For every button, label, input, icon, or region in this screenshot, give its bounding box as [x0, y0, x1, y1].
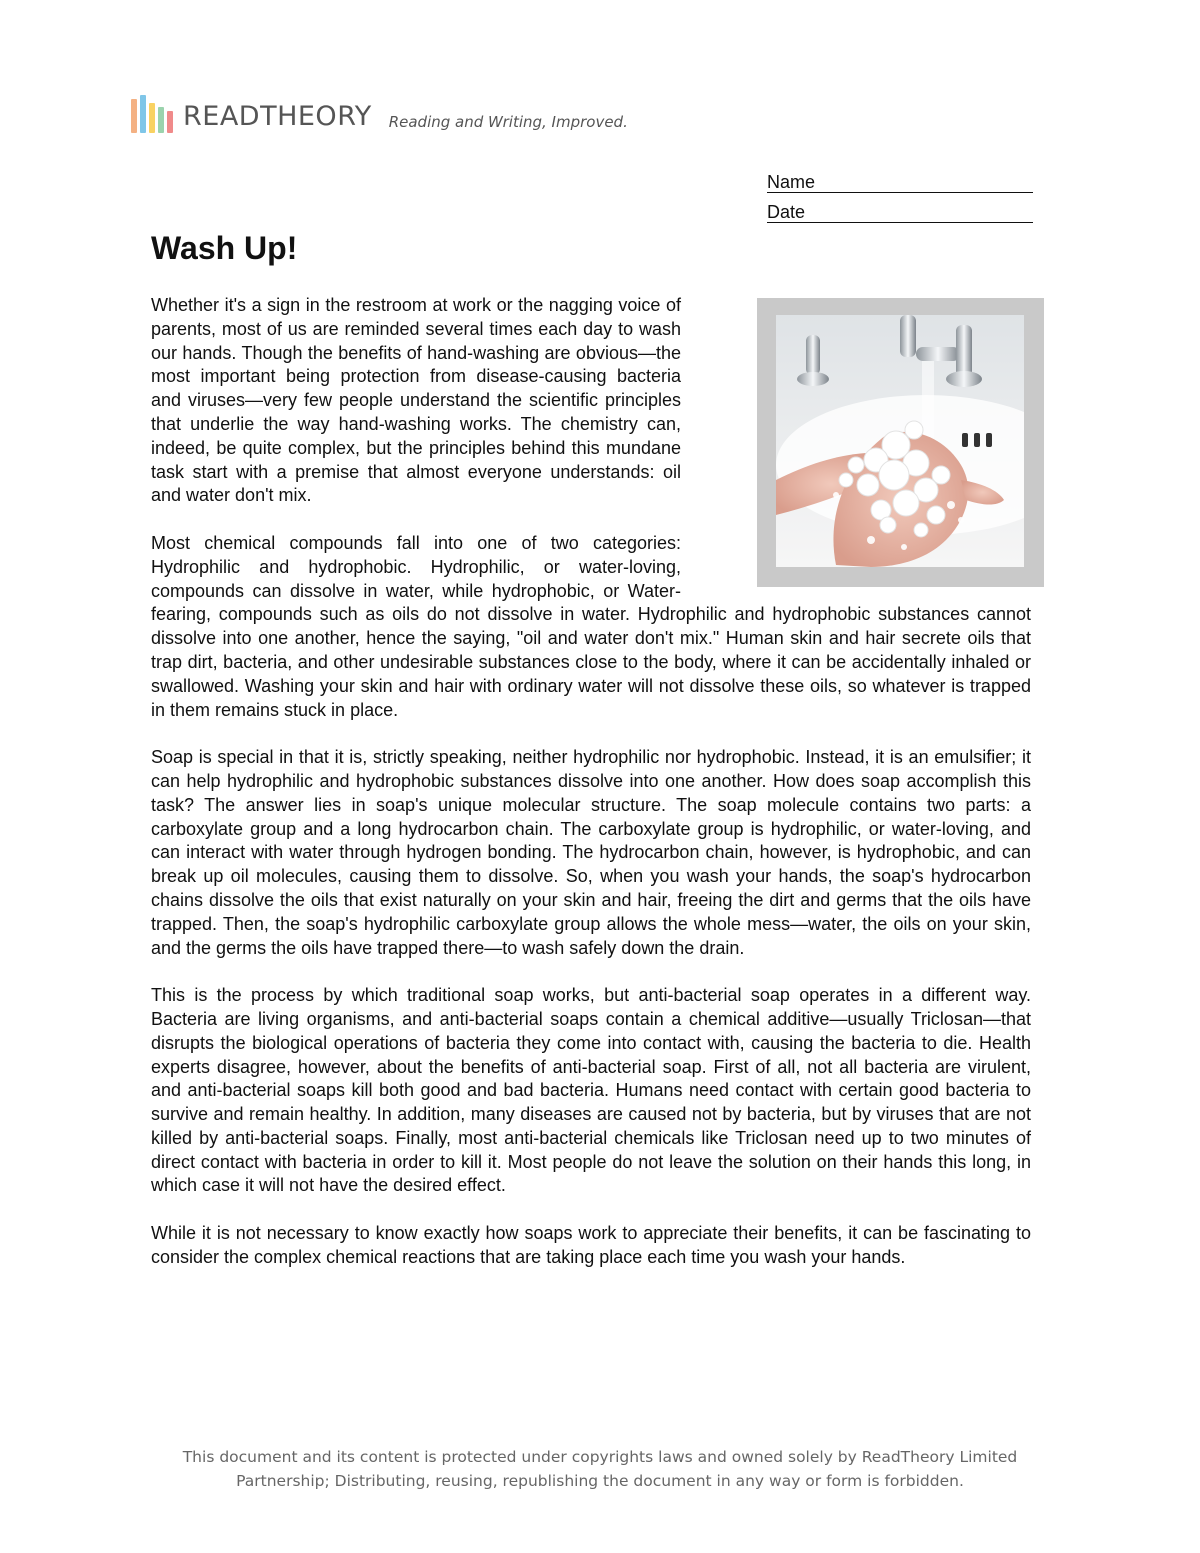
article-paragraph: Soap is special in that it is, strictly speaking, neither hydrophilic nor hydrophobic. Instead, it is an emulsifier; it can help hydrophilic and hydrophobic substances dissolve into one another. How does soap accomplish this task? The answer lies in soap's unique molecular structure. The soap molecule contains two parts: a carboxylate group and a long hydrocarbon chain. The carboxylate group is hydrophilic, or water-loving, and can interact with water through hydrogen bonding. The hydrocarbon chain, however, is hydrophobic, and can break up oil molecules, causing them to dissolve. So, when you wash your hands, the soap's hydrocarbon chains dissolve the oils that exist naturally on your skin and hair, freeing the dirt and germs that the oils have trapped. Then, the soap's hydrophilic carboxylate group allows the whole mess—water, the oils on your skin, and the germs the oils have trapped there—to wash safely down the drain. — [151, 747, 1031, 958]
copyright-footer — [150, 1445, 1050, 1493]
readtheory-logo — [131, 93, 628, 133]
footer-line: This document and its content is protected under copyrights laws and owned solely by ReadTheory Limited — [182, 1448, 1018, 1466]
name-date-fields — [767, 172, 1033, 232]
article-title: Wash Up! — [151, 230, 298, 266]
brand-name: READTHEORY — [183, 101, 372, 132]
article-body — [151, 294, 1031, 1293]
brand-tagline: Reading and Writing, Improved. — [388, 113, 628, 131]
name-label: Name — [767, 172, 816, 192]
logo-bars-icon — [131, 95, 173, 133]
article-paragraph: This is the process by which traditional soap works, but anti-bacterial soap operates in a different way. Bacteria are living organisms, and anti-bacterial soaps contain a chemical additive—usually Triclosan—that disrupts the biological operations of bacteria they come into contact with, causing the bacteria to die. Health experts disagree, however, about the benefits of anti-bacterial soap. First of all, not all bacteria are virulent, and anti-bacterial soaps kill both good and bad bacteria. Humans need contact with certain good bacteria to survive and remain healthy. In addition, many diseases are caused not by bacteria, but by viruses that are not killed by anti-bacterial soaps. Finally, most anti-bacterial chemicals like Triclosan need up to two minutes of direct contact with bacteria in order to kill it. Most people do not leave the solution on their hands this long, in which case it will not have the desired effect. — [151, 985, 1031, 1196]
article-paragraph: Whether it's a sign in the restroom at work or the nagging voice of parents, most of us are reminded several times each day to wash our hands. Though the benefits of hand-washing are obvious—the most important being protection from disease-causing bacteria and viruses—very few people understand the scientific principles that underlie the way hand-washing works. The chemistry can, indeed, be quite complex, but the principles behind this mundane task start with a premise that almost everyone understands: oil and water don't mix. — [151, 295, 681, 506]
image-wrap-space — [681, 294, 1031, 584]
footer-line: Partnership; Distributing, reusing, republishing the document in any way or form is forbidden. — [236, 1472, 964, 1490]
date-label: Date — [767, 202, 806, 222]
date-field[interactable] — [767, 202, 1033, 223]
article-paragraph: While it is not necessary to know exactly how soaps work to appreciate their benefits, it can be fascinating to consider the complex chemical reactions that are taking place each time you wash your hands. — [151, 1223, 1031, 1267]
name-field[interactable] — [767, 172, 1033, 193]
article-paragraph: Most chemical compounds fall into one of two categories: Hydrophilic and hydrophobic. Hydrophilic, or water-loving, compounds can dissolve in water, while hydrophobic, or Water-fearing, compounds such as oils do not dissolve in water. Hydrophilic and hydrophobic substances cannot dissolve into one another, hence the saying, "oil and water don't mix." Human skin and hair secrete oils that trap dirt, bacteria, and other undesirable substances close to the body, where it can be accidentally inhaled or swallowed. Washing your skin and hair with ordinary water will not dissolve these oils, so whatever is trapped in them remains stuck in place. — [151, 532, 1031, 720]
